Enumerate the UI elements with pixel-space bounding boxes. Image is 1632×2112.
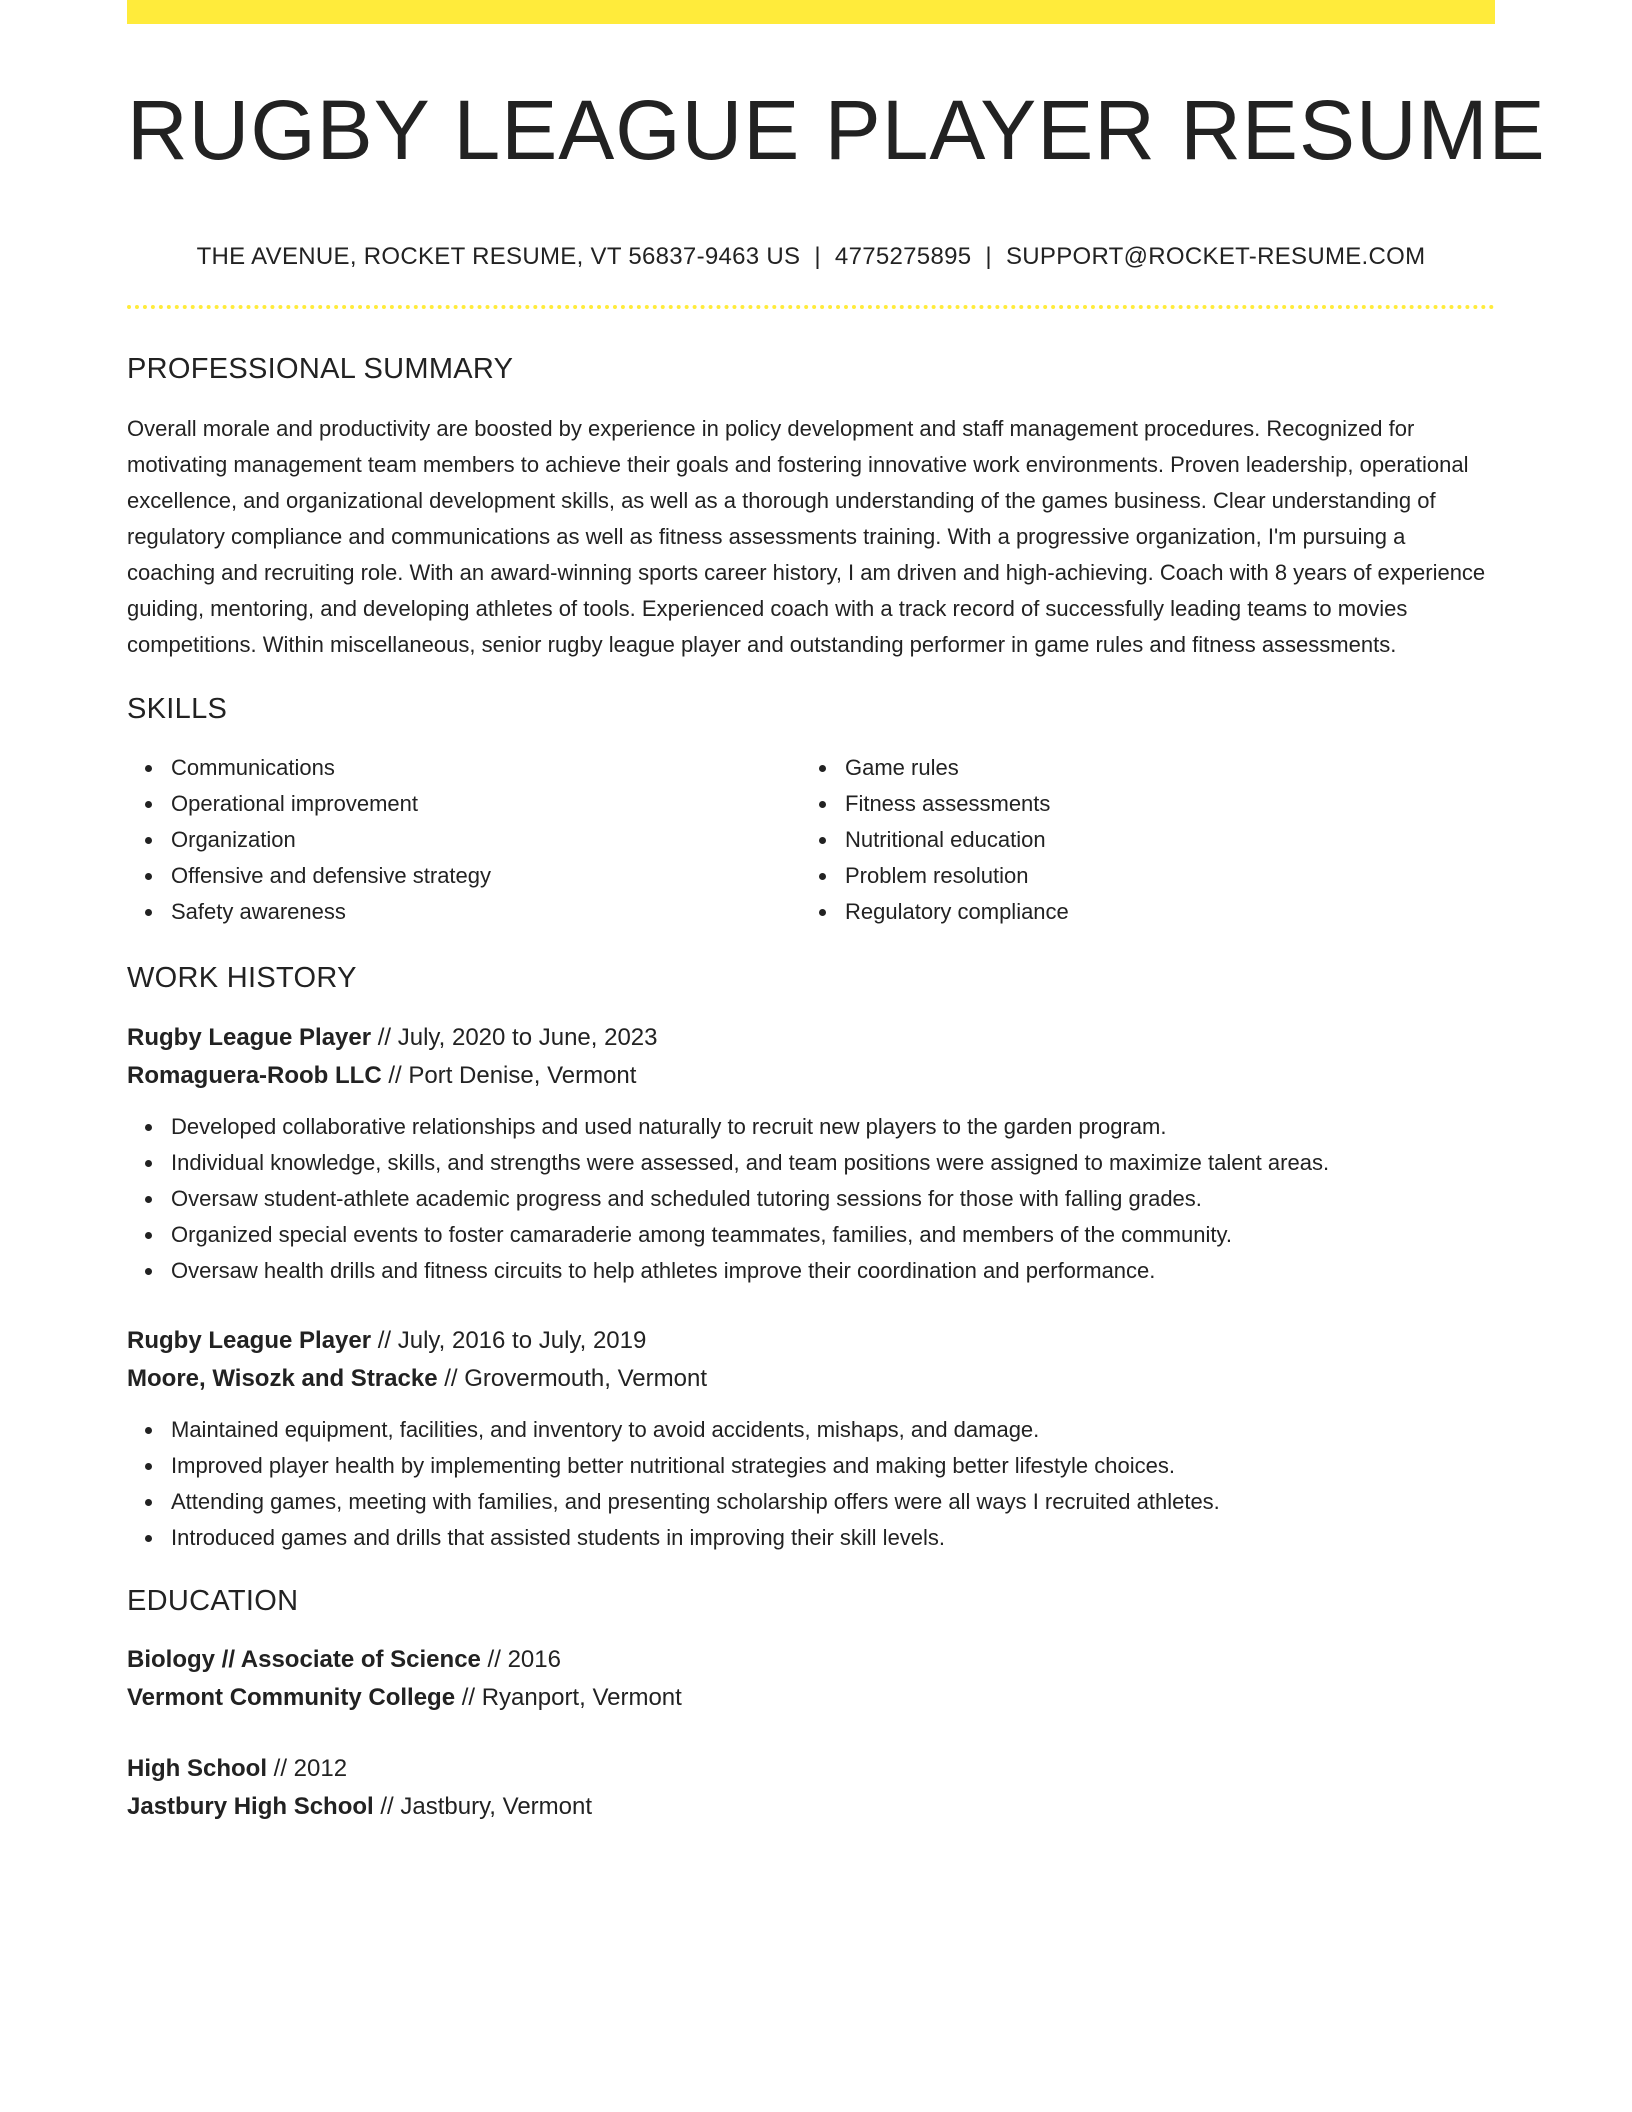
job-title-line [127, 1019, 1495, 1057]
job-bullet: Oversaw student-athlete academic progress and scheduled tutoring sessions for those with falling grades. [171, 1181, 1495, 1217]
job-responsibilities [127, 1109, 1495, 1289]
skill-item: Safety awareness [171, 894, 801, 930]
education-year: // 2012 [267, 1755, 348, 1782]
skill-item: Nutritional education [845, 822, 1495, 858]
education-year: // 2016 [480, 1646, 561, 1673]
job-entry [127, 1019, 1495, 1289]
education-school-line [127, 1788, 1495, 1826]
job-position: Rugby League Player [127, 1024, 372, 1051]
job-title-line [127, 1322, 1495, 1360]
dotted-divider [127, 305, 1495, 309]
skill-item: Problem resolution [845, 858, 1495, 894]
summary-heading: PROFESSIONAL SUMMARY [127, 353, 514, 385]
job-bullet: Introduced games and drills that assisted students in improving their skill levels. [171, 1520, 1495, 1556]
job-company: Romaguera-Roob LLC [127, 1062, 382, 1089]
work-history-heading: WORK HISTORY [127, 962, 357, 994]
education-school: Vermont Community College [127, 1684, 456, 1711]
contact-address: THE AVENUE, ROCKET RESUME, VT 56837-9463 US [196, 243, 801, 270]
job-bullet: Improved player health by implementing better nutritional strategies and making better lifestyle choices. [171, 1448, 1495, 1484]
summary-text: Overall morale and productivity are boosted by experience in policy development and staff management procedures. Recognized for motivating management team members to achieve their goals and fostering innovative work environments. Proven leadership, operational excellence, and organizational development skills, as well as a thorough understanding of the games business. Clear understanding of regulatory compliance and communications as well as fitness assessments training. With a progressive organization, I'm pursuing a coaching and recruiting role. With an award-winning sports career history, I am driven and high-achieving. Coach with 8 years of experience guiding, mentoring, and developing athletes of tools. Experienced coach with a track record of successfully leading teams to movies competitions. Within miscellaneous, senior rugby league player and outstanding performer in game rules and fitness assessments. [127, 416, 1486, 657]
job-location: // Grovermouth, Vermont [437, 1365, 707, 1392]
contact-separator: | [814, 243, 821, 270]
education-degree-line [127, 1750, 1495, 1788]
job-company-line [127, 1057, 1495, 1095]
job-location: // Port Denise, Vermont [381, 1062, 637, 1089]
skill-item: Fitness assessments [845, 786, 1495, 822]
education-degree: High School [127, 1755, 267, 1782]
education-degree-line [127, 1641, 1495, 1679]
contact-email: SUPPORT@ROCKET-RESUME.COM [1005, 243, 1426, 270]
skill-item: Communications [171, 750, 801, 786]
skills-column-right [801, 750, 1495, 930]
job-bullet: Individual knowledge, skills, and strengths were assessed, and team positions were assigned to maximize talent areas. [171, 1145, 1495, 1181]
education-school: Jastbury High School [127, 1793, 374, 1820]
job-company-line [127, 1360, 1495, 1398]
education-school-line [127, 1679, 1495, 1717]
resume-title: RUGBY LEAGUE PLAYER RESUME [127, 83, 1546, 177]
job-position: Rugby League Player [127, 1327, 372, 1354]
job-responsibilities [127, 1412, 1495, 1556]
skill-item: Organization [171, 822, 801, 858]
skill-item: Regulatory compliance [845, 894, 1495, 930]
job-company: Moore, Wisozk and Stracke [127, 1365, 438, 1392]
contact-line [127, 242, 1495, 272]
job-dates: // July, 2016 to July, 2019 [371, 1327, 647, 1354]
education-heading: EDUCATION [127, 1585, 299, 1617]
job-entry [127, 1322, 1495, 1556]
education-location: // Jastbury, Vermont [373, 1793, 593, 1820]
top-accent-bar [127, 0, 1495, 24]
skill-item: Offensive and defensive strategy [171, 858, 801, 894]
job-bullet: Organized special events to foster camaraderie among teammates, families, and members of the community. [171, 1217, 1495, 1253]
education-entry [127, 1641, 1495, 1717]
job-bullet: Oversaw health drills and fitness circuits to help athletes improve their coordination and performance. [171, 1253, 1495, 1289]
skills-list [127, 750, 1495, 930]
education-location: // Ryanport, Vermont [455, 1684, 682, 1711]
job-bullet: Developed collaborative relationships and used naturally to recruit new players to the garden program. [171, 1109, 1495, 1145]
skill-item: Operational improvement [171, 786, 801, 822]
skills-column-left [127, 750, 801, 930]
contact-separator: | [985, 243, 992, 270]
job-bullet: Maintained equipment, facilities, and inventory to avoid accidents, mishaps, and damage. [171, 1412, 1495, 1448]
education-degree: Biology // Associate of Science [127, 1646, 481, 1673]
resume-page [127, 0, 1546, 1826]
contact-phone: 4775275895 [834, 243, 972, 270]
education-entry [127, 1750, 1495, 1826]
job-dates: // July, 2020 to June, 2023 [371, 1024, 658, 1051]
skill-item: Game rules [845, 750, 1495, 786]
job-bullet: Attending games, meeting with families, and presenting scholarship offers were all ways I recruited athletes. [171, 1484, 1495, 1520]
skills-heading: SKILLS [127, 693, 228, 725]
